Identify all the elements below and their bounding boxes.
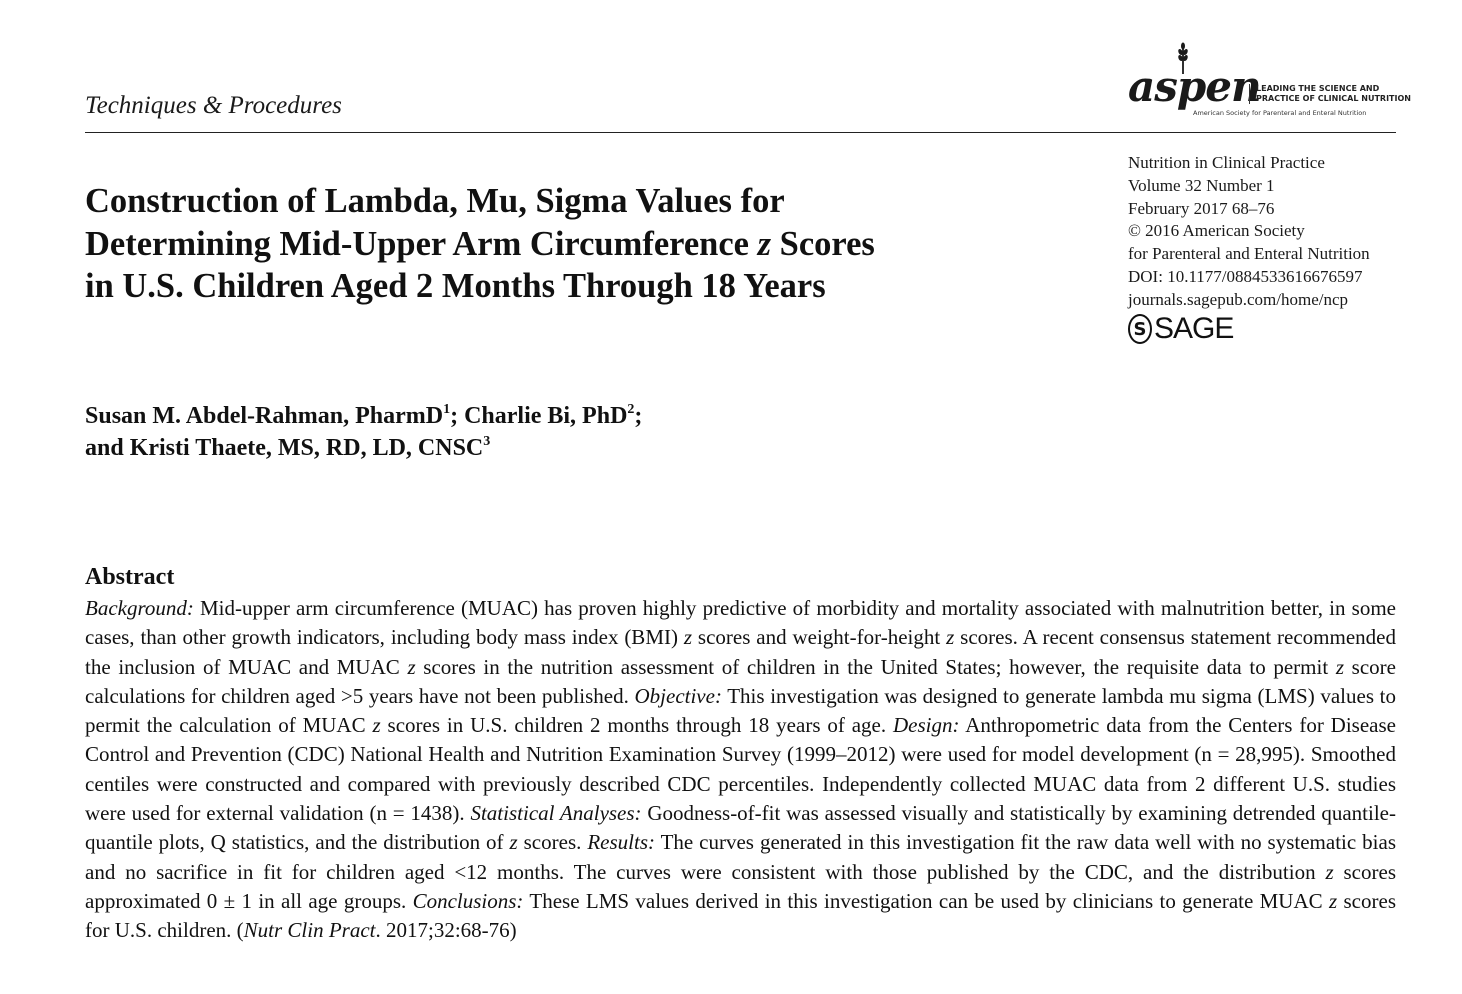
journal-date-pages: February 2017 68–76 [1128,198,1275,218]
aspen-wordmark: aspen [1128,62,1261,111]
abstract-text-segment: Goodness-of-fit was assessed visually and statistically by examining detrended quantile-quantile plots, Q statistics, and the distribution of [85,801,1396,855]
author-line-2 [85,432,642,464]
abstract-body [85,594,1396,946]
affiliation-marker: 3 [483,434,491,449]
author-name: and Kristi Thaete, MS, RD, LD, CNSC [85,435,484,461]
abstract-italic-segment: Conclusions: [412,888,524,913]
sage-s-icon: S [1128,314,1152,344]
abstract-italic-segment: Nutr Clin Pract [243,918,376,943]
abstract-text-segment: scores. A recent consensus statement recommended the inclusion of MUAC and MUAC [85,625,1396,679]
journal-url[interactable]: journals.sagepub.com/home/ncp [1128,289,1349,309]
abstract-italic-segment: z [683,625,693,650]
abstract-italic-segment: Results: [587,830,655,855]
journal-copyright-line2: for Parenteral and Enteral Nutrition [1128,244,1370,264]
abstract-text-segment: scores in the nutrition assessment of children in the United States; however, the requisite data to permit [415,654,1336,679]
abstract-italic-segment: z [1328,888,1338,913]
abstract-italic-segment: z [1335,654,1345,679]
abstract-text-segment: score calculations for children aged >5 years have not been published. [85,654,1396,708]
abstract-text-segment: The curves generated in this investigation fit the raw data well with no systematic bias and no sacrifice in fit for children aged <12 months. The curves were consistent with those published by the CDC, and the distribution [85,830,1396,884]
journal-volume: Volume 32 Number 1 [1128,175,1275,195]
journal-name: Nutrition in Clinical Practice [1128,153,1325,172]
author-name: Charlie Bi, PhD [464,403,628,429]
abstract-text-segment: Anthropometric data from the Centers for Disease Control and Prevention (CDC) National Health and Nutrition Examination Survey (1999–2012) were used for model development (n = 28,995). Smoothed centiles were constructed and compared with previously described CDC percentiles. Independently collected MUAC data from 2 different U.S. studies were used for external validation (n = 1438). [85,713,1396,826]
article-title [85,180,985,308]
aspen-tagline: LEADING THE SCIENCE AND PRACTICE OF CLINICAL NUTRITION [1256,84,1411,103]
abstract-italic-segment: Background: [85,596,194,620]
abstract-italic-segment: z [509,830,518,855]
abstract-text-segment: scores approximated 0 ± 1 in all age groups. [85,859,1396,913]
abstract-text-segment: . 2017;32:68-76) [375,918,517,943]
abstract-text-segment: scores and weight-for-height [692,625,947,650]
journal-info [1128,152,1370,312]
abstract-text-segment: Mid-upper arm circumference (MUAC) has proven highly predictive of morbidity and mortality associated with malnutrition better, in some cases, than other growth indicators, including body mass index (BMI) [85,596,1396,650]
aspen-logo [1128,42,1411,122]
title-line-3: in U.S. Children Aged 2 Months Through 18 Years [85,267,826,305]
abstract-italic-segment: z [407,654,416,679]
sage-logo [1128,314,1233,344]
abstract-italic-segment: z [946,625,955,650]
abstract-text-segment: scores in U.S. children 2 months through 18 years of age. [380,713,893,738]
affiliation-marker: 2 [627,402,635,417]
abstract-text-segment: This investigation was designed to generate lambda mu sigma (LMS) values to permit the calculation of MUAC [85,683,1397,738]
header-divider [85,132,1396,133]
title-line-1: Construction of Lambda, Mu, Sigma Values for [85,182,785,220]
abstract-italic-segment: Statistical Analyses: [470,801,642,826]
affiliation-marker: 1 [443,402,451,417]
abstract-text-segment: scores for U.S. children. ( [85,888,1396,943]
abstract-italic-segment: z [372,713,381,738]
journal-doi[interactable]: DOI: 10.1177/0884533616676597 [1128,266,1363,286]
journal-copyright-line1: © 2016 American Society [1128,221,1305,241]
abstract-italic-segment: z [1325,859,1334,884]
author-name: Susan M. Abdel-Rahman, PharmD [85,403,444,429]
author-line-1: Susan M. Abdel-Rahman, PharmD$^1$; Charlie Bi, PhD$^2$; [85,402,643,429]
logo-divider [1249,84,1250,104]
aspen-subtitle: American Society for Parenteral and Enteral Nutrition [1193,109,1367,117]
abstract-italic-segment: Objective: [634,683,722,708]
section-label: Techniques & Procedures [85,92,342,119]
sage-wordmark: SAGE [1154,312,1234,345]
title-line-2: Determining Mid-Upper Arm Circumference z Scores [85,224,875,263]
abstract-italic-segment: Design: [893,713,960,738]
abstract-text-segment: These LMS values derived in this investigation can be used by clinicians to generate MUAC [523,888,1329,913]
author-list [85,400,642,464]
abstract-text-segment: scores. [517,830,588,855]
abstract-heading: Abstract [85,564,175,590]
